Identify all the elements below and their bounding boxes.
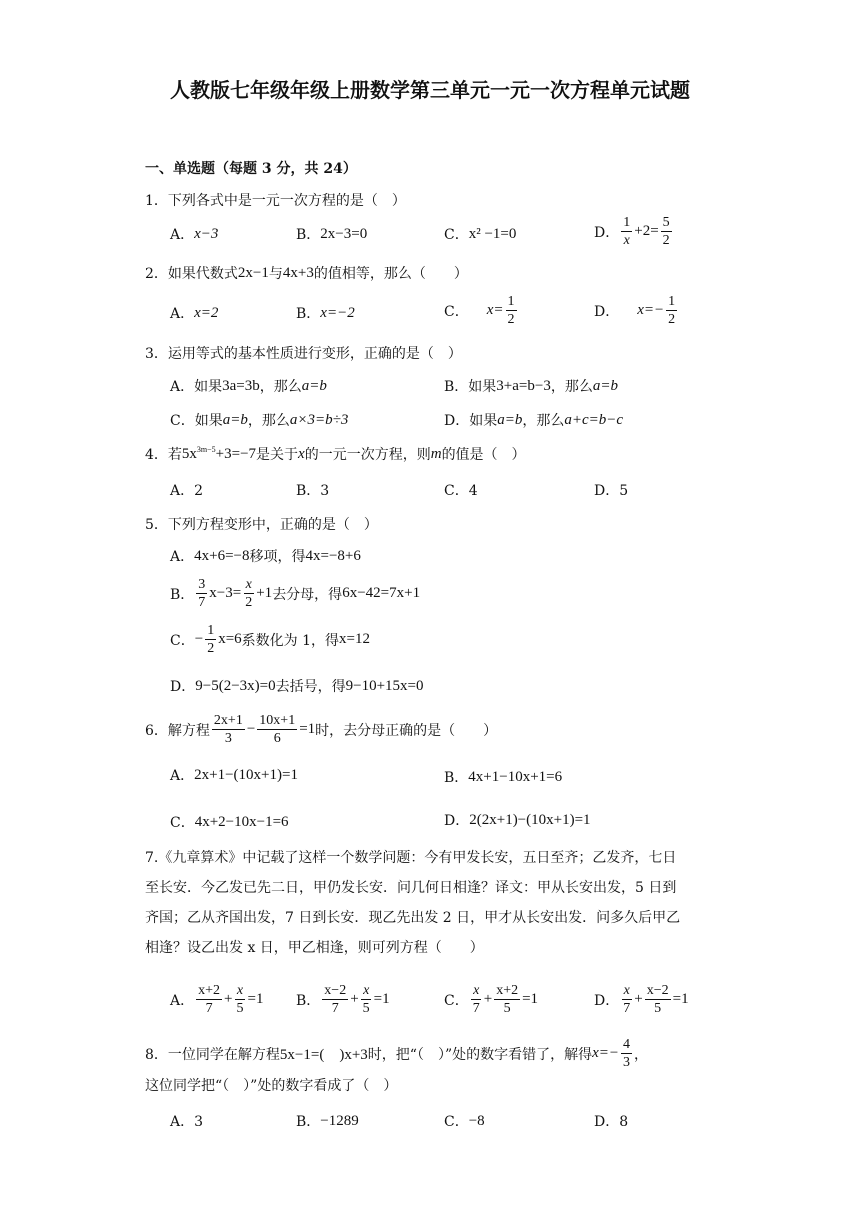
- question-3-stem: 3．运用等式的基本性质进行变形，正确的是（ ）: [145, 346, 462, 362]
- q8-option-a: A．3: [170, 1114, 204, 1130]
- q6-option-c: C． 4x+2−10x−1=6: [170, 813, 289, 831]
- page-title: 人教版七年级年级上册数学第三单元一元一次方程单元试题: [170, 78, 690, 102]
- math-expression: x² −1=0: [468, 225, 517, 242]
- math-expression: 2x−3=0: [320, 225, 368, 242]
- q8-option-d: D．8: [594, 1114, 629, 1130]
- q5-option-b: B． $\frac{3}{7}$ x−3= $\frac{x}{2}$ +1 去分母，得 6x−42=7x+1: [170, 577, 421, 610]
- q5-option-d: D． 9−5(2−3x)=0 去括号，得 9−10+15x=0: [170, 677, 424, 695]
- question-2-stem: 2．如果代数式 2x−1 与 4x+3 的值相等，那么（ ）: [145, 264, 468, 282]
- section-heading: 一、单选题（每题 3 分，共 24）: [145, 161, 357, 177]
- q4-option-a: A．2: [170, 483, 204, 499]
- option-label: A．: [170, 227, 195, 243]
- math-expression: +2=: [634, 223, 659, 239]
- q3-option-d: D．如果 a=b ，那么 a+c=b−c: [444, 411, 624, 429]
- option-label: C．: [444, 227, 469, 243]
- fraction: $\frac{5}{2}$: [662, 215, 670, 248]
- q4-option-b: B．3: [296, 483, 330, 499]
- q2-option-a: A． x=2: [170, 304, 219, 322]
- question-8-line2: 这位同学把“（ ）”处的数字看成了（ ）: [145, 1078, 398, 1094]
- q5-option-c: C． − $\frac{1}{2}$ x=6 系数化为 1，得 x=12: [170, 623, 370, 656]
- q6-option-d: D． 2(2x+1)−(10x+1)=1: [444, 811, 591, 829]
- question-6-stem: 6．解方程 $\frac{2x+1}{3}$ − $\frac{10x+1}{6}$ =1 时，去分母正确的是（ ）: [145, 713, 498, 746]
- q5-option-a: A． 4x+6=−8 移项，得 4x=−8+6: [170, 547, 361, 565]
- question-4-stem: 4．若 $5x^{3m-5}+3=-7$ 是关于 x 的一元一次方程，则 m 的值是（ ）: [145, 445, 526, 463]
- q2-option-b: B． x=−2: [296, 304, 355, 322]
- q3-option-a: A．如果 3a=3b ，那么 a=b: [170, 377, 327, 395]
- q4-option-c: C．4: [444, 483, 478, 499]
- fraction: $\frac{1}{x}$: [623, 215, 631, 248]
- q6-option-b: B． 4x+1−10x+1=6: [444, 768, 563, 786]
- q7-option-a: A． $\frac{x+2}{7}$ + $\frac{x}{5}$ =1: [170, 983, 264, 1016]
- question-1-stem: 1．下列各式中是一元一次方程的是（ ）: [145, 193, 406, 209]
- q7-option-b: B． $\frac{x-2}{7}$ + $\frac{x}{5}$ =1: [296, 983, 390, 1016]
- q1-option-c: [444, 224, 516, 244]
- fraction: $\frac{1}{2}$: [507, 294, 515, 327]
- math-expression: $5x^{3m-5}+3=-7$: [181, 445, 257, 462]
- question-7-stem: 7.《九章算术》中记载了这样一个数学问题：今有甲发长安，五日至齐；乙发齐，七日 至长安．今乙发已先二日，甲仍发长安．问几何日相逢？译文：甲从长安出发，5 日到 齐国；乙从齐国出发，7 日到长安．现乙先出发 2 日，甲才从长安出发．问多久后甲乙 相逢？设乙出发 x 日，甲乙相逢，则可列方程（ ）: [145, 850, 681, 956]
- q1-option-b: [296, 224, 367, 244]
- q1-option-a: [170, 224, 218, 244]
- math-expression: 5x−1=( )x+3: [279, 1047, 368, 1063]
- q6-option-a: A． 2x+1−(10x+1)=1: [170, 766, 298, 784]
- question-5-stem: 5．下列方程变形中，正确的是（ ）: [145, 517, 378, 533]
- fraction: $\frac{1}{2}$: [668, 294, 676, 327]
- math-expression: 4x+3: [282, 264, 314, 281]
- q4-option-d: D．5: [594, 483, 629, 499]
- question-8-stem: 8．一位同学在解方程 5x−1=( )x+3 时，把“（ ）”处的数字看错了，解得 x=− $\frac{4}{3}$ ，: [145, 1037, 649, 1070]
- q8-option-c: C． −8: [444, 1112, 485, 1130]
- math-expression: 2x−1: [237, 264, 269, 281]
- q7-option-c: C． $\frac{x}{7}$ + $\frac{x+2}{5}$ =1: [444, 983, 539, 1016]
- q7-option-d: D． $\frac{x}{7}$ + $\frac{x-2}{5}$ =1: [594, 983, 689, 1016]
- option-label: D．: [594, 224, 620, 241]
- q8-option-b: B． −1289: [296, 1112, 359, 1130]
- math-expression: x−3: [194, 225, 219, 242]
- q2-option-c: C． x= $\frac{1}{2}$: [444, 294, 515, 327]
- q1-option-d: [594, 214, 674, 249]
- q3-option-b: B．如果 3+a=b−3 ，那么 a=b: [444, 377, 618, 395]
- option-label: B．: [296, 227, 321, 243]
- q3-option-c: C．如果 a=b ，那么 a×3=b÷3: [170, 411, 349, 429]
- q2-option-d: D． x=− $\frac{1}{2}$: [594, 294, 676, 327]
